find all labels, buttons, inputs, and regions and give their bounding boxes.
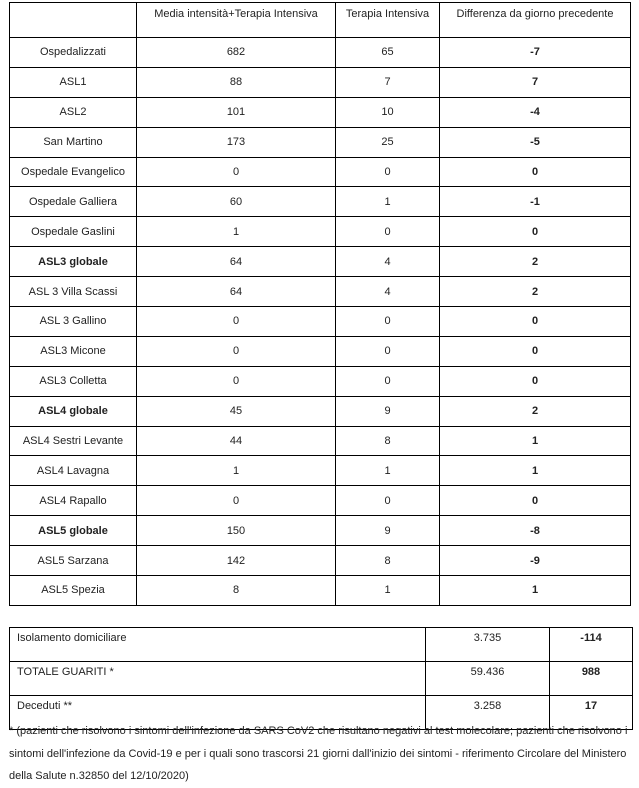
media-intensita-cell: 150 xyxy=(137,516,336,546)
differenza-cell: 0 xyxy=(440,217,631,247)
media-intensita-cell: 88 xyxy=(137,67,336,97)
media-intensita-cell: 173 xyxy=(137,127,336,157)
summary-table-body xyxy=(10,628,633,730)
summary-label-cell: TOTALE GUARITI * xyxy=(10,662,426,696)
table-row xyxy=(10,67,631,97)
row-name-cell: ASL5 Spezia xyxy=(10,576,137,606)
row-name-cell: ASL3 globale xyxy=(10,247,137,277)
table-row xyxy=(10,576,631,606)
table-row xyxy=(10,396,631,426)
differenza-cell: 0 xyxy=(440,307,631,337)
row-name-cell: Ospedale Evangelico xyxy=(10,157,137,187)
footnote: * (pazienti che risolvono i sintomi dell'infezione da SARS CoV2 che risultano negativi al test molecolare; pazienti che risolvono i sintomi dell'infezione da Covid-19 e per i quali sono trascorsi 21 giorni dall'inizio dei sintomi - riferimento Circolare del Ministero della Salute n.32850 del 12/10/2020) xyxy=(9,725,628,782)
summary-row xyxy=(10,628,633,662)
terapia-intensiva-cell: 4 xyxy=(336,277,440,307)
terapia-intensiva-cell: 0 xyxy=(336,307,440,337)
header-cell-terapia-intensiva: Terapia Intensiva xyxy=(336,3,440,38)
differenza-cell: 2 xyxy=(440,277,631,307)
differenza-cell: 0 xyxy=(440,366,631,396)
media-intensita-cell: 142 xyxy=(137,546,336,576)
row-name-cell: ASL4 globale xyxy=(10,396,137,426)
differenza-cell: 1 xyxy=(440,426,631,456)
differenza-cell: 7 xyxy=(440,67,631,97)
differenza-cell: 1 xyxy=(440,456,631,486)
media-intensita-cell: 0 xyxy=(137,486,336,516)
row-name-cell: ASL4 Lavagna xyxy=(10,456,137,486)
table-row xyxy=(10,127,631,157)
terapia-intensiva-cell: 0 xyxy=(336,217,440,247)
row-name-cell: ASL 3 Gallino xyxy=(10,307,137,337)
differenza-cell: -9 xyxy=(440,546,631,576)
differenza-cell: 2 xyxy=(440,396,631,426)
terapia-intensiva-cell: 1 xyxy=(336,576,440,606)
differenza-cell: 1 xyxy=(440,576,631,606)
summary-label-cell: Isolamento domiciliare xyxy=(10,628,426,662)
media-intensita-cell: 0 xyxy=(137,336,336,366)
terapia-intensiva-cell: 65 xyxy=(336,38,440,68)
table-row xyxy=(10,157,631,187)
media-intensita-cell: 1 xyxy=(137,456,336,486)
terapia-intensiva-cell: 10 xyxy=(336,97,440,127)
terapia-intensiva-cell: 8 xyxy=(336,426,440,456)
table-row xyxy=(10,456,631,486)
row-name-cell: Ospedale Gaslini xyxy=(10,217,137,247)
row-name-cell: ASL3 Colletta xyxy=(10,366,137,396)
hospitalization-table xyxy=(9,2,631,606)
summary-diff-cell: 988 xyxy=(550,662,633,696)
terapia-intensiva-cell: 1 xyxy=(336,456,440,486)
summary-value-cell: 3.735 xyxy=(426,628,550,662)
row-name-cell: ASL5 Sarzana xyxy=(10,546,137,576)
differenza-cell: -8 xyxy=(440,516,631,546)
summary-diff-cell: 17 xyxy=(550,696,633,730)
summary-row xyxy=(10,662,633,696)
terapia-intensiva-cell: 0 xyxy=(336,366,440,396)
table-row xyxy=(10,426,631,456)
header-cell-differenza: Differenza da giorno precedente xyxy=(440,3,631,38)
terapia-intensiva-cell: 0 xyxy=(336,336,440,366)
differenza-cell: 0 xyxy=(440,157,631,187)
differenza-cell: -7 xyxy=(440,38,631,68)
media-intensita-cell: 8 xyxy=(137,576,336,606)
media-intensita-cell: 1 xyxy=(137,217,336,247)
media-intensita-cell: 64 xyxy=(137,247,336,277)
row-name-cell: ASL4 Rapallo xyxy=(10,486,137,516)
table-row xyxy=(10,277,631,307)
row-name-cell: ASL 3 Villa Scassi xyxy=(10,277,137,307)
media-intensita-cell: 45 xyxy=(137,396,336,426)
terapia-intensiva-cell: 4 xyxy=(336,247,440,277)
table-row xyxy=(10,307,631,337)
hospitalization-table-body xyxy=(10,38,631,606)
terapia-intensiva-cell: 1 xyxy=(336,187,440,217)
differenza-cell: 2 xyxy=(440,247,631,277)
summary-value-cell: 59.436 xyxy=(426,662,550,696)
differenza-cell: -5 xyxy=(440,127,631,157)
table-row xyxy=(10,486,631,516)
media-intensita-cell: 0 xyxy=(137,307,336,337)
media-intensita-cell: 101 xyxy=(137,97,336,127)
summary-diff-cell: -114 xyxy=(550,628,633,662)
table-row xyxy=(10,38,631,68)
table-row xyxy=(10,366,631,396)
row-name-cell: ASL4 Sestri Levante xyxy=(10,426,137,456)
media-intensita-cell: 682 xyxy=(137,38,336,68)
table-row xyxy=(10,247,631,277)
media-intensita-cell: 0 xyxy=(137,157,336,187)
terapia-intensiva-cell: 9 xyxy=(336,516,440,546)
differenza-cell: 0 xyxy=(440,486,631,516)
terapia-intensiva-cell: 0 xyxy=(336,486,440,516)
row-name-cell: ASL2 xyxy=(10,97,137,127)
terapia-intensiva-cell: 7 xyxy=(336,67,440,97)
table-row xyxy=(10,97,631,127)
differenza-cell: 0 xyxy=(440,336,631,366)
row-name-cell: Ospedale Galliera xyxy=(10,187,137,217)
differenza-cell: -4 xyxy=(440,97,631,127)
table-row xyxy=(10,546,631,576)
row-name-cell: San Martino xyxy=(10,127,137,157)
row-name-cell: ASL3 Micone xyxy=(10,336,137,366)
table-row xyxy=(10,217,631,247)
terapia-intensiva-cell: 8 xyxy=(336,546,440,576)
media-intensita-cell: 64 xyxy=(137,277,336,307)
media-intensita-cell: 60 xyxy=(137,187,336,217)
media-intensita-cell: 0 xyxy=(137,366,336,396)
row-name-cell: Ospedalizzati xyxy=(10,38,137,68)
table-header-row xyxy=(10,3,631,38)
summary-value-cell: 3.258 xyxy=(426,696,550,730)
media-intensita-cell: 44 xyxy=(137,426,336,456)
header-cell-media-intensita: Media intensità+Terapia Intensiva xyxy=(137,3,336,38)
summary-table xyxy=(9,627,633,730)
summary-label-cell: Deceduti ** xyxy=(10,696,426,730)
row-name-cell: ASL1 xyxy=(10,67,137,97)
header-cell-empty xyxy=(10,3,137,38)
table-row xyxy=(10,516,631,546)
row-name-cell: ASL5 globale xyxy=(10,516,137,546)
terapia-intensiva-cell: 25 xyxy=(336,127,440,157)
table-row xyxy=(10,336,631,366)
differenza-cell: -1 xyxy=(440,187,631,217)
terapia-intensiva-cell: 0 xyxy=(336,157,440,187)
terapia-intensiva-cell: 9 xyxy=(336,396,440,426)
table-row xyxy=(10,187,631,217)
